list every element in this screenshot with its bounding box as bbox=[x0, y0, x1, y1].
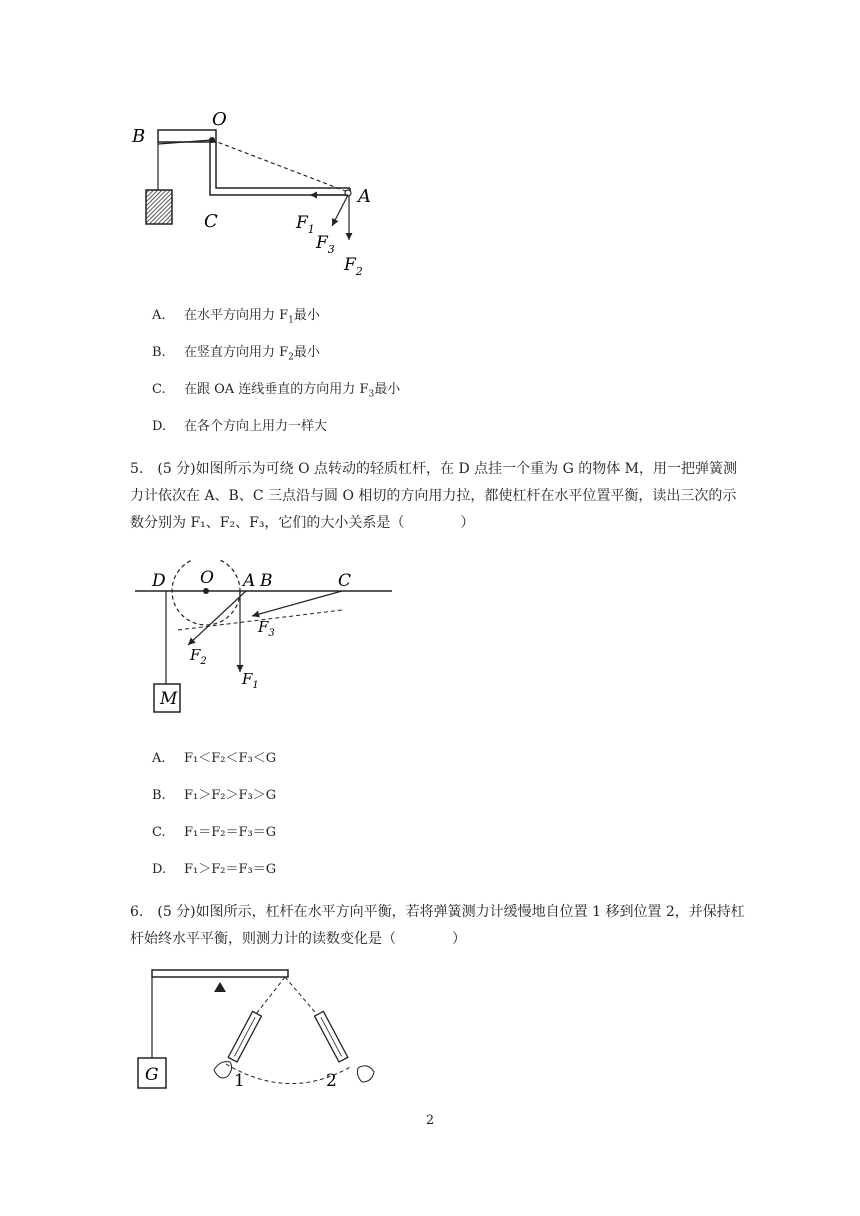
svg-text:F2: $F_2$ bbox=[190, 646, 207, 667]
svg-text:F1: $F_1$ bbox=[242, 670, 259, 691]
weight-block bbox=[146, 190, 172, 224]
q4-option-d: D. 在各个方向上用力一样大 bbox=[152, 419, 328, 434]
svg-text:M: M bbox=[160, 689, 178, 709]
svg-text:F3: $F_3$ bbox=[316, 233, 335, 256]
svg-text:F3: $F_3$ bbox=[258, 618, 275, 639]
svg-text:O: O bbox=[200, 568, 214, 588]
lever-figure-q4 bbox=[120, 100, 400, 280]
question-5-text: 5. (5 分)如图所示为可绕 O 点转动的轻质杠杆，在 D 点挂一个重为 G 的物体 M，用一把弹簧测力计依次在 A、B、C 三点沿与圆 O 相切的方向用力拉，都使杠杆在水平位置平衡，读出三次的示数分别为 F₁、F₂、F₃，它们的大小关系是（ ） bbox=[130, 461, 738, 531]
lever-figure-q5 bbox=[130, 560, 410, 720]
svg-text:A: A bbox=[243, 571, 256, 591]
lever-figure-q6 bbox=[130, 962, 390, 1102]
q4-option-b: B. 在竖直方向用力 $F_2$最小 bbox=[152, 345, 320, 363]
q4-option-c: C. 在跟 OA 连线垂直的方向用力 $F_3$最小 bbox=[152, 382, 401, 400]
svg-text:B: B bbox=[260, 571, 273, 591]
svg-text:C: C bbox=[204, 211, 218, 232]
question-6-text: 6. (5 分)如图所示，杠杆在水平方向平衡，若将弹簧测力计缓慢地自位置 1 移到位置 2，并保持杠杆始终水平平衡，则测力计的读数变化是（ ） bbox=[130, 904, 745, 947]
page-number: 2 bbox=[425, 1113, 435, 1128]
svg-text:2: 2 bbox=[326, 1071, 337, 1091]
svg-text:F1: $F_1$ bbox=[296, 213, 315, 236]
q5-option-b: B. F₁＞F₂＞F₃＞G bbox=[152, 788, 277, 803]
q5-option-d: D. F₁＞F₂＝F₃＝G bbox=[152, 862, 277, 877]
svg-text:O: O bbox=[212, 109, 227, 130]
svg-text:A: A bbox=[358, 186, 371, 207]
svg-text:1: 1 bbox=[234, 1071, 245, 1091]
svg-text:G: G bbox=[145, 1065, 159, 1085]
q5-option-c: C. F₁＝F₂＝F₃＝G bbox=[152, 825, 277, 840]
svg-text:B: B bbox=[132, 126, 146, 147]
q4-option-a: A. 在水平方向用力 $F_1$最小 bbox=[152, 308, 320, 326]
q5-option-a: A. F₁＜F₂＜F₃＜G bbox=[152, 751, 277, 766]
svg-text:F2: $F_2$ bbox=[344, 255, 363, 278]
svg-text:C: C bbox=[338, 571, 352, 591]
svg-text:D: D bbox=[152, 571, 166, 591]
